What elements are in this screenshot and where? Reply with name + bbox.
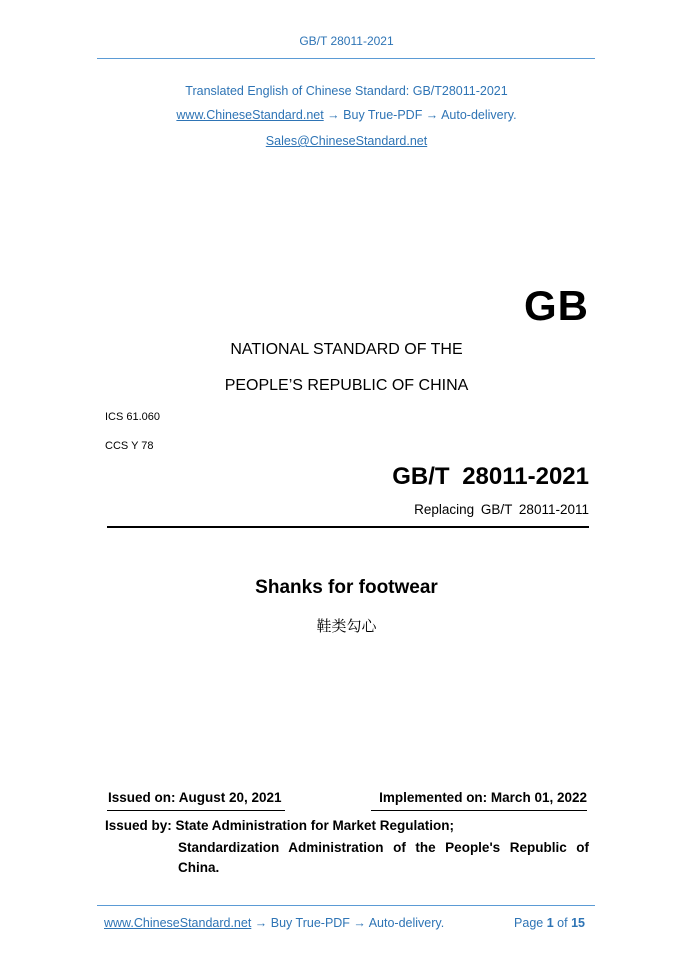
email-line [0,134,693,148]
title-divider [107,526,589,528]
issuer-second-cont: China. [178,860,220,875]
ccs-code: CCS Y 78 [105,440,154,452]
issued-on-date: Issued on: August 20, 2021 [108,790,282,805]
issued-on-underline [107,810,285,811]
ics-code: ICS 61.060 [105,411,161,423]
gb-mark: GB [524,282,589,329]
of-label: of [557,916,568,930]
page-label: Page [514,916,544,930]
footer-site-link[interactable]: www.ChineseStandard.net [104,916,252,930]
site-link[interactable]: www.ChineseStandard.net [176,108,324,122]
national-standard-line-1: NATIONAL STANDARD OF THE [230,341,463,358]
replacing-standard: Replacing GB/T 28011-2011 [414,502,589,517]
translation-notice: Translated English of Chinese Standard: GB/T28011-2021 [185,84,508,98]
title-english: Shanks for footwear [255,577,438,598]
implemented-on-date: Implemented on: March 01, 2022 [379,790,587,805]
national-standard-line-2: PEOPLE’S REPUBLIC OF CHINA [224,377,469,394]
page-indicator [514,916,585,930]
implemented-on-underline [371,810,587,811]
issuer-second: Standardization Administration of the People's Republic of [178,840,589,855]
footer-purchase-text: → Buy True-PDF → Auto-delivery. [251,916,445,930]
header-divider [97,58,595,59]
footer-purchase-line [104,916,444,930]
purchase-line [0,108,693,122]
page-total: 15 [571,916,585,930]
footer-divider [97,905,595,906]
title-chinese: 鞋类勾心 [316,617,377,635]
sales-email-link[interactable]: Sales@ChineseStandard.net [265,134,428,148]
page-header-code: GB/T 28011-2021 [299,34,394,48]
issued-by: Issued by: State Administration for Market Regulation; [105,818,455,833]
purchase-text: → Buy True-PDF → Auto-delivery. [323,108,517,122]
standard-number: GB/T 28011-2021 [392,463,589,490]
page-number: 1 [546,916,554,930]
